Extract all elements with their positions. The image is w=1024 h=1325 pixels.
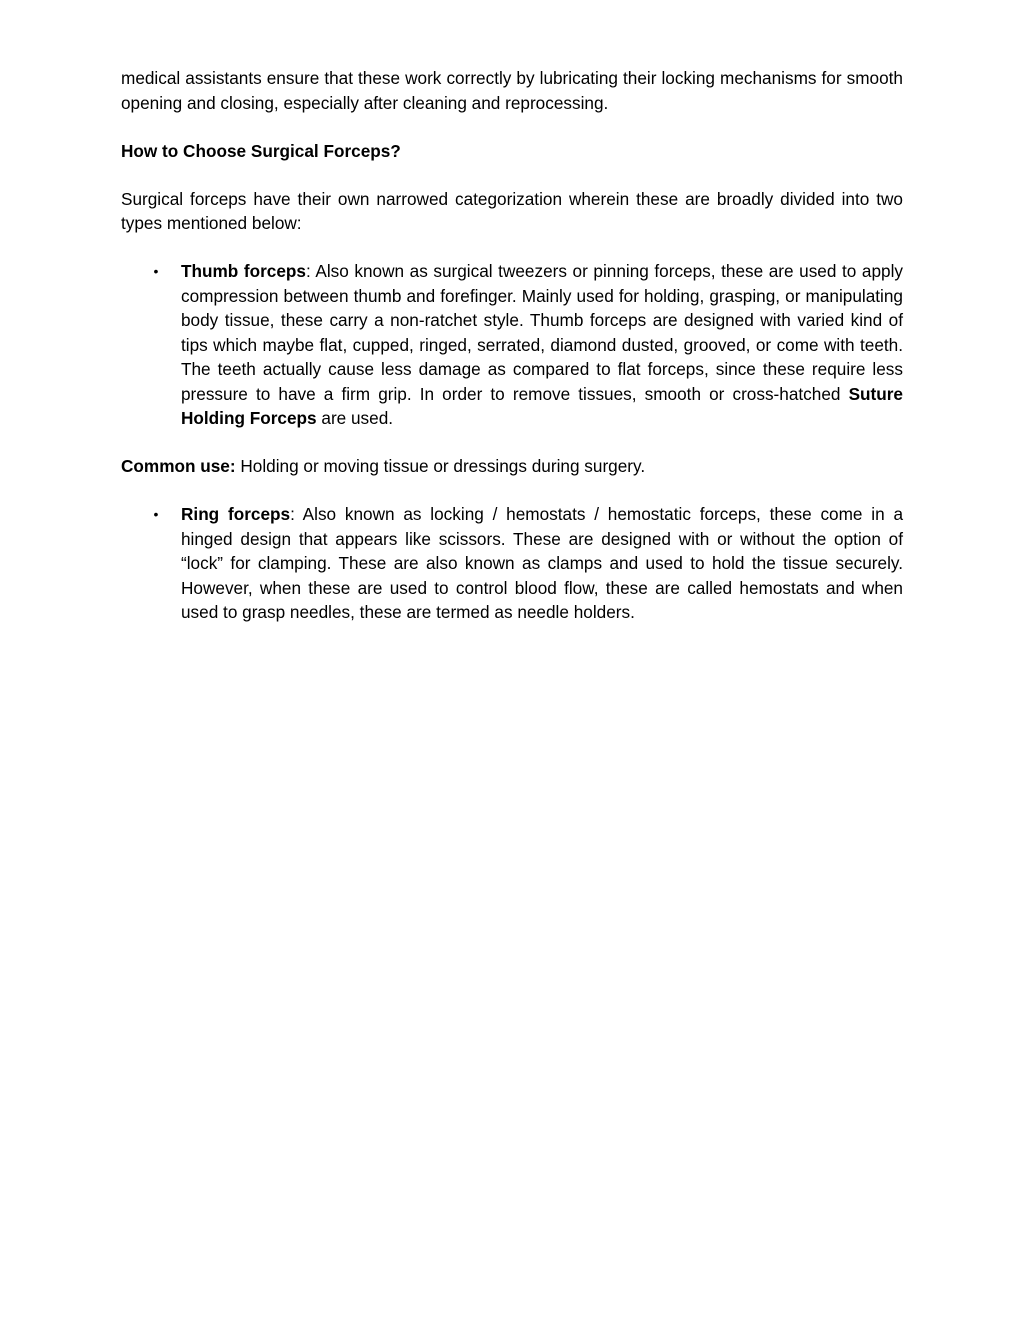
thumb-forceps-text (181, 259, 903, 431)
ring-forceps-term: Ring forceps (181, 504, 291, 524)
common-use-paragraph (121, 454, 903, 479)
ring-forceps-text (181, 502, 903, 625)
document-page (121, 66, 903, 648)
lead-paragraph: Surgical forceps have their own narrowed categorization wherein these are broadly divided into two types mentioned below: (121, 188, 903, 233)
common-use-label: Common use: (121, 456, 236, 476)
ring-forceps-description: : Also known as locking / hemostats / hemostatic forceps, these come in a hinged design that appears like scissors. These are designed with or without the option of “lock” for clamping. These are also known as clamps and used to hold the tissue securely. However, when these are used to control blood flow, these are called hemostats and when used to grasp needles, these are termed as needle holders. (181, 504, 903, 622)
thumb-forceps-description: : Also known as surgical tweezers or pinning forceps, these are used to apply compression between thumb and forefinger. Mainly used for holding, grasping, or manipulating body tissue, these carry a non-ratchet style. Thumb forceps are designed with varied kind of tips which maybe flat, cupped, ringed, serrated, diamond dusted, grooved, or come with teeth. The teeth actually cause less damage as compared to flat forceps, since these require less pressure to have a firm grip. In order to remove tissues, smooth or cross-hatched (181, 261, 904, 404)
thumb-forceps-term: Thumb forceps (181, 261, 306, 281)
bullet-icon: • (153, 263, 159, 279)
thumb-forceps-description-end: are used. (316, 408, 394, 428)
section-heading: How to Choose Surgical Forceps? (121, 140, 401, 161)
common-use-text: Holding or moving tissue or dressings during surgery. (235, 456, 646, 476)
list-item-thumb-forceps (121, 259, 903, 431)
list-item-ring-forceps (121, 502, 903, 625)
suture-holding-forceps-link[interactable]: Suture Holding Forceps (181, 383, 903, 428)
bullet-icon: • (153, 506, 159, 522)
intro-paragraph: medical assistants ensure that these work correctly by lubricating their locking mechanisms for smooth opening and closing, especially after cleaning and reprocessing. (121, 68, 903, 113)
